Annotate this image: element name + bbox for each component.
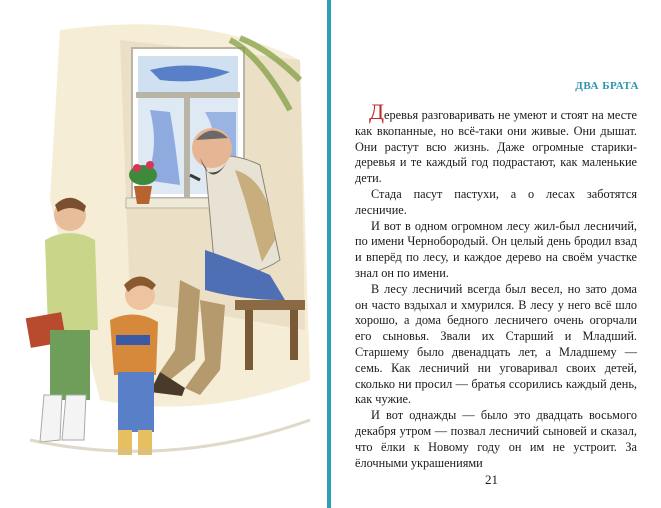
left-page	[0, 0, 327, 508]
paragraph: И вот в одном огромном лесу жил-был лесничий, по имени Чернобородый. Он целый день бродил взад и вперёд по лесу, и каждое дерево на своём участке знал он по имени.	[355, 218, 637, 280]
illustration-forester-and-sons	[0, 0, 327, 508]
paragraph: И вот однажды — было это двадцать восьмого декабря утром — позвал лесничий сыновей и сказал, что ёлки к Новому году он им не устроит. За ёлочными украшениями	[355, 408, 637, 470]
paragraph-text: еревья разговаривать не умеют и стоят на месте как вкопанные, но всё-таки они живые. Они дышат. Они растут всю жизнь. Даже огромные старики-деревья и те каждый год подрастают, как маленькие дети.	[355, 108, 637, 186]
paragraph: В лесу лесничий всегда был весел, но зато дома он часто вздыхал и хмурился. В лесу у него всё шло хорошо, а дома бедного лесничего очень огорчали его сыновья. Звали их Старший и Младший. Старшему было двенадцать лет, а Младшему — семь. Как лесничий ни уговаривал своих детей, сколько ни просил — братья ссорились каждый день, как чужие.	[355, 281, 637, 407]
running-head: ДВА БРАТА	[575, 80, 639, 92]
paragraph: Стада пасут пастухи, а о лесах заботятся лесничие.	[355, 186, 637, 217]
paragraph	[355, 99, 637, 187]
page-number: 21	[485, 472, 498, 487]
drop-cap: Д	[369, 99, 385, 124]
body-text	[355, 99, 637, 471]
